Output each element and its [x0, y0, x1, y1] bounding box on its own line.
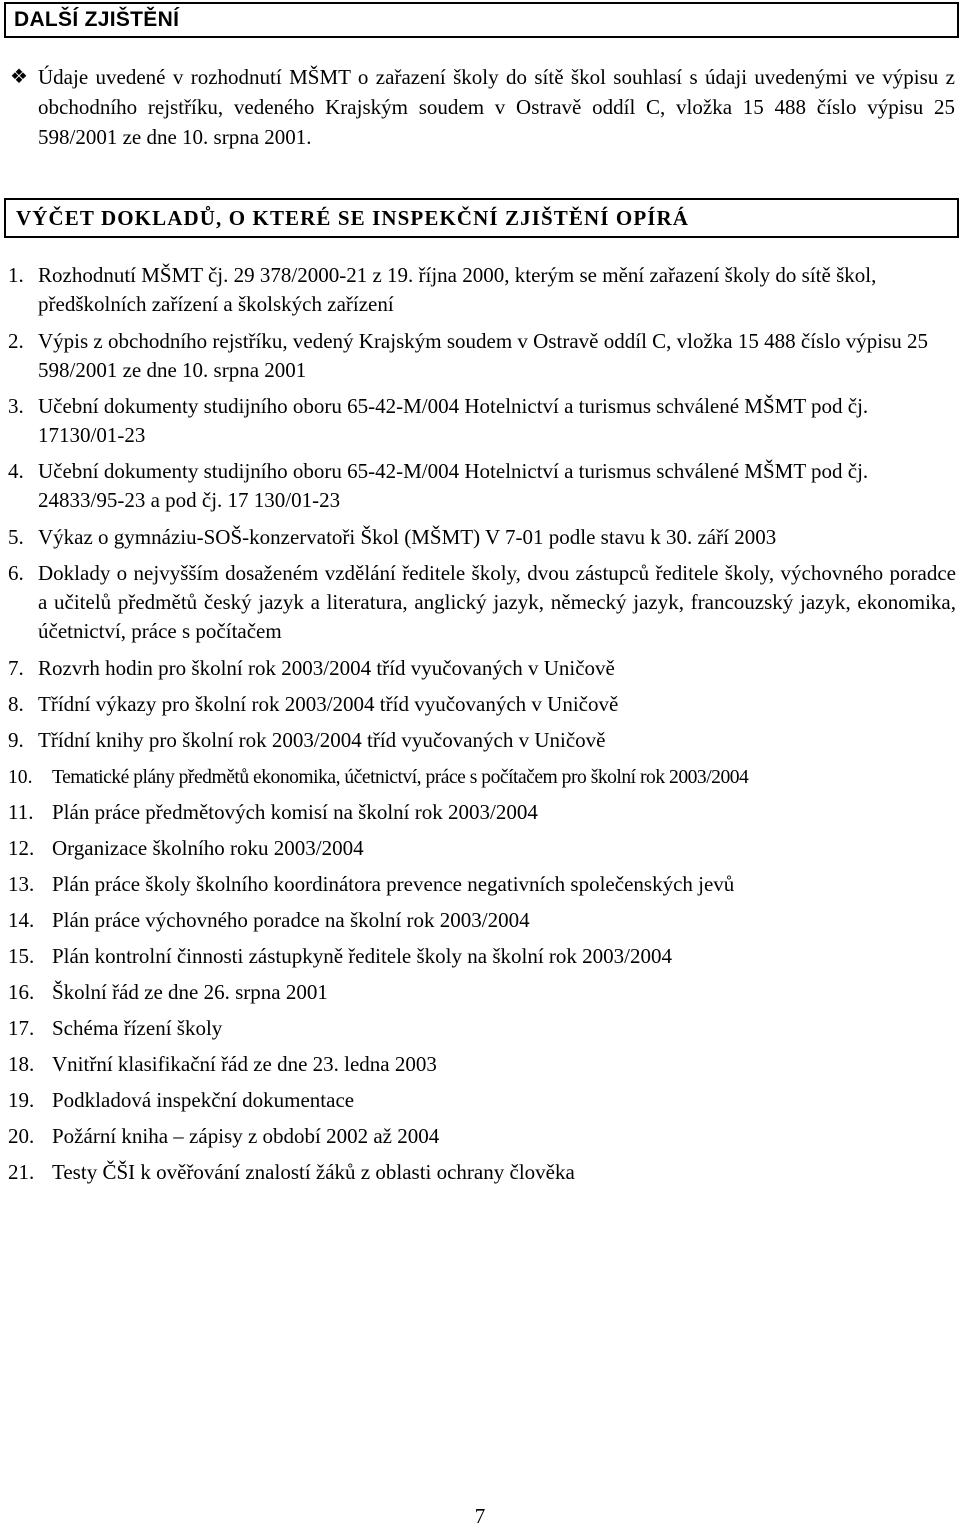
list-item-number: 12.: [8, 836, 35, 860]
section-heading-findings: [4, 2, 959, 38]
list-item-text: Třídní výkazy pro školní rok 2003/2004 tříd vyučovaných v Uničově: [38, 692, 619, 716]
page-number: 7: [474, 1504, 486, 1528]
list-item-number: 10.: [8, 767, 33, 788]
list-item: [8, 1158, 956, 1187]
list-item-text: Tematické plány předmětů ekonomika, účetnictví, práce s počítačem pro školní rok 2003/2004: [52, 767, 749, 788]
list-item: [8, 457, 956, 515]
list-item: [8, 392, 956, 450]
list-item-text: Testy ČŠI k ověřování znalostí žáků z oblasti ochrany člověka: [52, 1160, 575, 1184]
section-heading-documents: [4, 198, 959, 238]
list-item-text: Organizace školního roku 2003/2004: [52, 836, 364, 860]
list-item: [8, 1014, 956, 1043]
list-item: [8, 559, 956, 646]
list-item-number: 2.: [8, 329, 24, 353]
list-item-text: Třídní knihy pro školní rok 2003/2004 tříd vyučovaných v Uničově: [38, 728, 606, 752]
list-item: [8, 978, 956, 1007]
list-item-text: Výkaz o gymnáziu-SOŠ-konzervatoři Škol (MŠMT) V 7-01 podle stavu k 30. září 2003: [38, 525, 777, 549]
list-item: [8, 690, 956, 719]
list-item: [8, 1050, 956, 1079]
list-item-number: 7.: [8, 656, 24, 680]
section-heading-documents-text: VÝČET DOKLADŮ, O KTERÉ SE INSPEKČNÍ ZJIŠTĚNÍ OPÍRÁ: [16, 206, 690, 230]
list-item-number: 5.: [8, 525, 24, 549]
list-item-text: Plán kontrolní činnosti zástupkyně ředitele školy na školní rok 2003/2004: [52, 944, 673, 968]
list-item-text: Výpis z obchodního rejstříku, vedený Krajským soudem v Ostravě oddíl C, vložka 15 488 číslo výpisu 25 598/2001 ze dne 10. srpna 2001: [38, 329, 929, 382]
list-item: [8, 798, 956, 827]
list-item-text: Plán práce předmětových komisí na školní rok 2003/2004: [52, 800, 538, 824]
list-item-text: Rozvrh hodin pro školní rok 2003/2004 tříd vyučovaných v Uničově: [38, 656, 615, 680]
section-heading-findings-text: DALŠÍ ZJIŠTĚNÍ: [14, 8, 180, 31]
list-item-number: 15.: [8, 944, 35, 968]
list-item-text: Doklady o nejvyšším dosaženém vzdělání ředitele školy, dvou zástupců ředitele školy, výchovného poradce a učitelů předmětů český jazyk a literatura, anglický jazyk, německý jazyk, francouzský jazyk, ekonomika, účetnictví, práce s počítačem: [38, 561, 956, 643]
list-item: [8, 763, 956, 792]
list-item: [8, 261, 956, 319]
list-item-text: Podkladová inspekční dokumentace: [52, 1088, 355, 1112]
list-item-text: Schéma řízení školy: [52, 1016, 223, 1040]
list-item: [8, 870, 956, 899]
list-item: [8, 1086, 956, 1115]
list-item: [8, 523, 956, 552]
list-item-text: Školní řád ze dne 26. srpna 2001: [52, 980, 328, 1004]
list-item-number: 4.: [8, 459, 24, 483]
list-item-text: Plán práce školy školního koordinátora prevence negativních společenských jevů: [52, 872, 735, 896]
list-item-number: 14.: [8, 908, 35, 932]
list-item-text: Požární kniha – zápisy z období 2002 až 2004: [52, 1124, 440, 1148]
list-item-number: 13.: [8, 872, 35, 896]
list-item: [8, 726, 956, 755]
list-item-number: 16.: [8, 980, 35, 1004]
list-item: [8, 654, 956, 683]
list-item-number: 3.: [8, 394, 24, 418]
diamond-bullet-icon: ❖: [10, 66, 28, 88]
finding-paragraph: [10, 62, 955, 152]
list-item: [8, 834, 956, 863]
list-item-number: 6.: [8, 561, 24, 585]
list-item-text: Rozhodnutí MŠMT čj. 29 378/2000-21 z 19. října 2000, kterým se mění zařazení školy do sítě škol, předškolních zařízení a školských zařízení: [38, 263, 877, 316]
list-item-number: 11.: [8, 800, 34, 824]
list-item-number: 19.: [8, 1088, 35, 1112]
list-item-number: 9.: [8, 728, 24, 752]
list-item-number: 1.: [8, 263, 24, 287]
list-item-text: Plán práce výchovného poradce na školní rok 2003/2004: [52, 908, 530, 932]
list-item-text: Vnitřní klasifikační řád ze dne 23. ledna 2003: [52, 1052, 437, 1076]
list-item-number: 8.: [8, 692, 24, 716]
list-item-number: 18.: [8, 1052, 35, 1076]
list-item: [8, 327, 956, 385]
list-item-number: 17.: [8, 1016, 35, 1040]
list-item-number: 20.: [8, 1124, 35, 1148]
finding-text: Údaje uvedené v rozhodnutí MŠMT o zařazení školy do sítě škol souhlasí s údaji uvedenými ve výpisu z obchodního rejstříku, vedeného Krajským soudem v Ostravě oddíl C, vložka 15 488 číslo výpisu 25 598/2001 ze dne 10. srpna 2001.: [38, 65, 955, 149]
list-item: [8, 942, 956, 971]
list-item-number: 21.: [8, 1160, 35, 1184]
list-item-text: Učební dokumenty studijního oboru 65-42-M/004 Hotelnictví a turismus schválené MŠMT pod čj. 17130/01-23: [38, 394, 869, 447]
list-item-text: Učební dokumenty studijního oboru 65-42-M/004 Hotelnictví a turismus schválené MŠMT pod čj. 24833/95-23 a pod čj. 17 130/01-23: [38, 459, 869, 512]
list-item: [8, 906, 956, 935]
list-item: [8, 1122, 956, 1151]
